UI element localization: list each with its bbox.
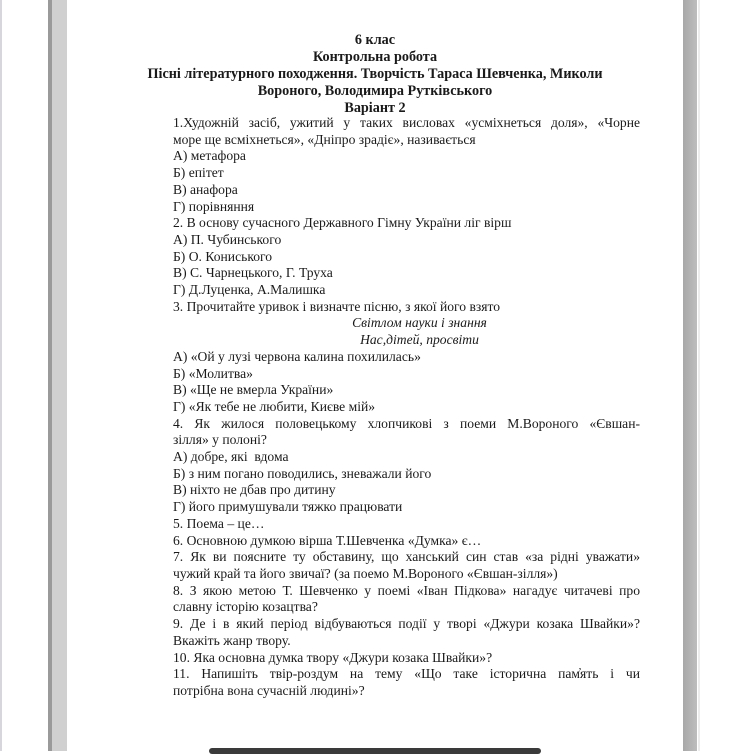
question-4-option-a: А) добре, які вдома <box>173 449 289 465</box>
question-9-line-1: 9. Де і в який період відбуваються події у творі «Джури козака Швайки»? <box>173 616 640 632</box>
question-3-option-c: В) «Ще не вмерла України» <box>173 382 334 398</box>
page-right-border <box>683 0 700 751</box>
question-2-option-c: В) С. Чарнецького, Г. Труха <box>173 265 333 281</box>
page-left-border <box>48 0 67 751</box>
document-header <box>67 32 683 117</box>
topic-heading-line-1: Пісні літературного походження. Творчість Тараса Шевченка, Миколи <box>147 66 603 82</box>
question-1-line-1: 1.Художній засіб, ужитий у таких висловах «усміхнеться доля», «Чорне <box>173 115 640 130</box>
question-11-line-2: потрібна вона сучасній людині»? <box>173 682 365 698</box>
question-3-line-1: 3. Прочитайте уривок і визначте пісню, з якої його взято <box>173 298 501 314</box>
grade-heading: 6 клас <box>354 32 396 48</box>
question-4-option-b: Б) з ним погано поводились, зневажали його <box>173 465 432 481</box>
screen-edge <box>0 0 2 751</box>
question-8-line-2: славну історію козацтва? <box>173 599 318 615</box>
question-4-option-c: В) ніхто не дбав про дитину <box>173 482 336 498</box>
question-1-option-d: Г) порівняння <box>173 198 255 214</box>
question-5-line-1: 5. Поема – це… <box>173 515 265 531</box>
question-1-option-c: В) анафора <box>173 181 238 197</box>
home-indicator[interactable] <box>209 748 541 754</box>
question-4-option-d: Г) його примушували тяжко працювати <box>173 499 403 515</box>
question-2-option-b: Б) О. Кониського <box>173 248 273 264</box>
question-4-line-1: 4. Як жилося половецькому хлопчикові з поеми М.Вороного «Євшан- <box>173 415 640 431</box>
question-11-line-1: 11. Напишіть твір-роздум на тему «Що таке історична пам҆ять і чи <box>173 666 640 682</box>
question-3-quote-line-1: Світлом науки і знання <box>352 315 487 331</box>
question-6-line-1: 6. Основною думкою вірша Т.Шевченка «Думка» є… <box>173 532 482 548</box>
question-3-option-a: А) «Ой у лузі червона калина похилилась» <box>173 348 421 364</box>
question-2-option-d: Г) Д.Луценка, А.Малишка <box>173 282 326 298</box>
question-3-option-d: Г) «Як тебе не любити, Києве мій» <box>173 398 376 414</box>
question-10-line-1: 10. Яка основна думка твору «Джури козака Швайки»? <box>173 649 493 665</box>
question-1-option-a: А) метафора <box>173 148 246 164</box>
question-9-line-2: Вкажіть жанр твору. <box>173 632 291 648</box>
question-1-line-2: море ще всміхнеться», «Дніпро зрадіє», називається <box>173 131 476 147</box>
question-8-line-1: 8. З якою метою Т. Шевченко у поемі «Іван Підкова» нагадує читачеві про <box>173 582 640 598</box>
question-2-line-1: 2. В основу сучасного Державного Гімну України ліг вірш <box>173 215 512 231</box>
question-1-option-b: Б) епітет <box>173 165 224 181</box>
questions-body <box>173 115 640 700</box>
question-7-line-1: 7. Як ви поясните ту обставину, що ханський син став «за рідні уважати» <box>173 549 640 565</box>
question-3-quote-line-2: Нас,дітей, просвіти <box>360 332 479 348</box>
question-2-option-a: А) П. Чубинського <box>173 231 282 247</box>
topic-heading-line-2: Вороного, Володимира Рутківського <box>257 83 493 99</box>
variant-heading: Варіант 2 <box>344 100 406 116</box>
document-page[interactable] <box>67 0 683 751</box>
work-type-heading: Контрольна робота <box>312 49 438 65</box>
question-7-line-2: чужий край та його звичаї? (за поемо М.Вороного «Євшан-зілля») <box>173 565 558 581</box>
question-4-line-2: зілля» у полоні? <box>173 432 267 448</box>
question-3-option-b: Б) «Молитва» <box>173 365 253 381</box>
